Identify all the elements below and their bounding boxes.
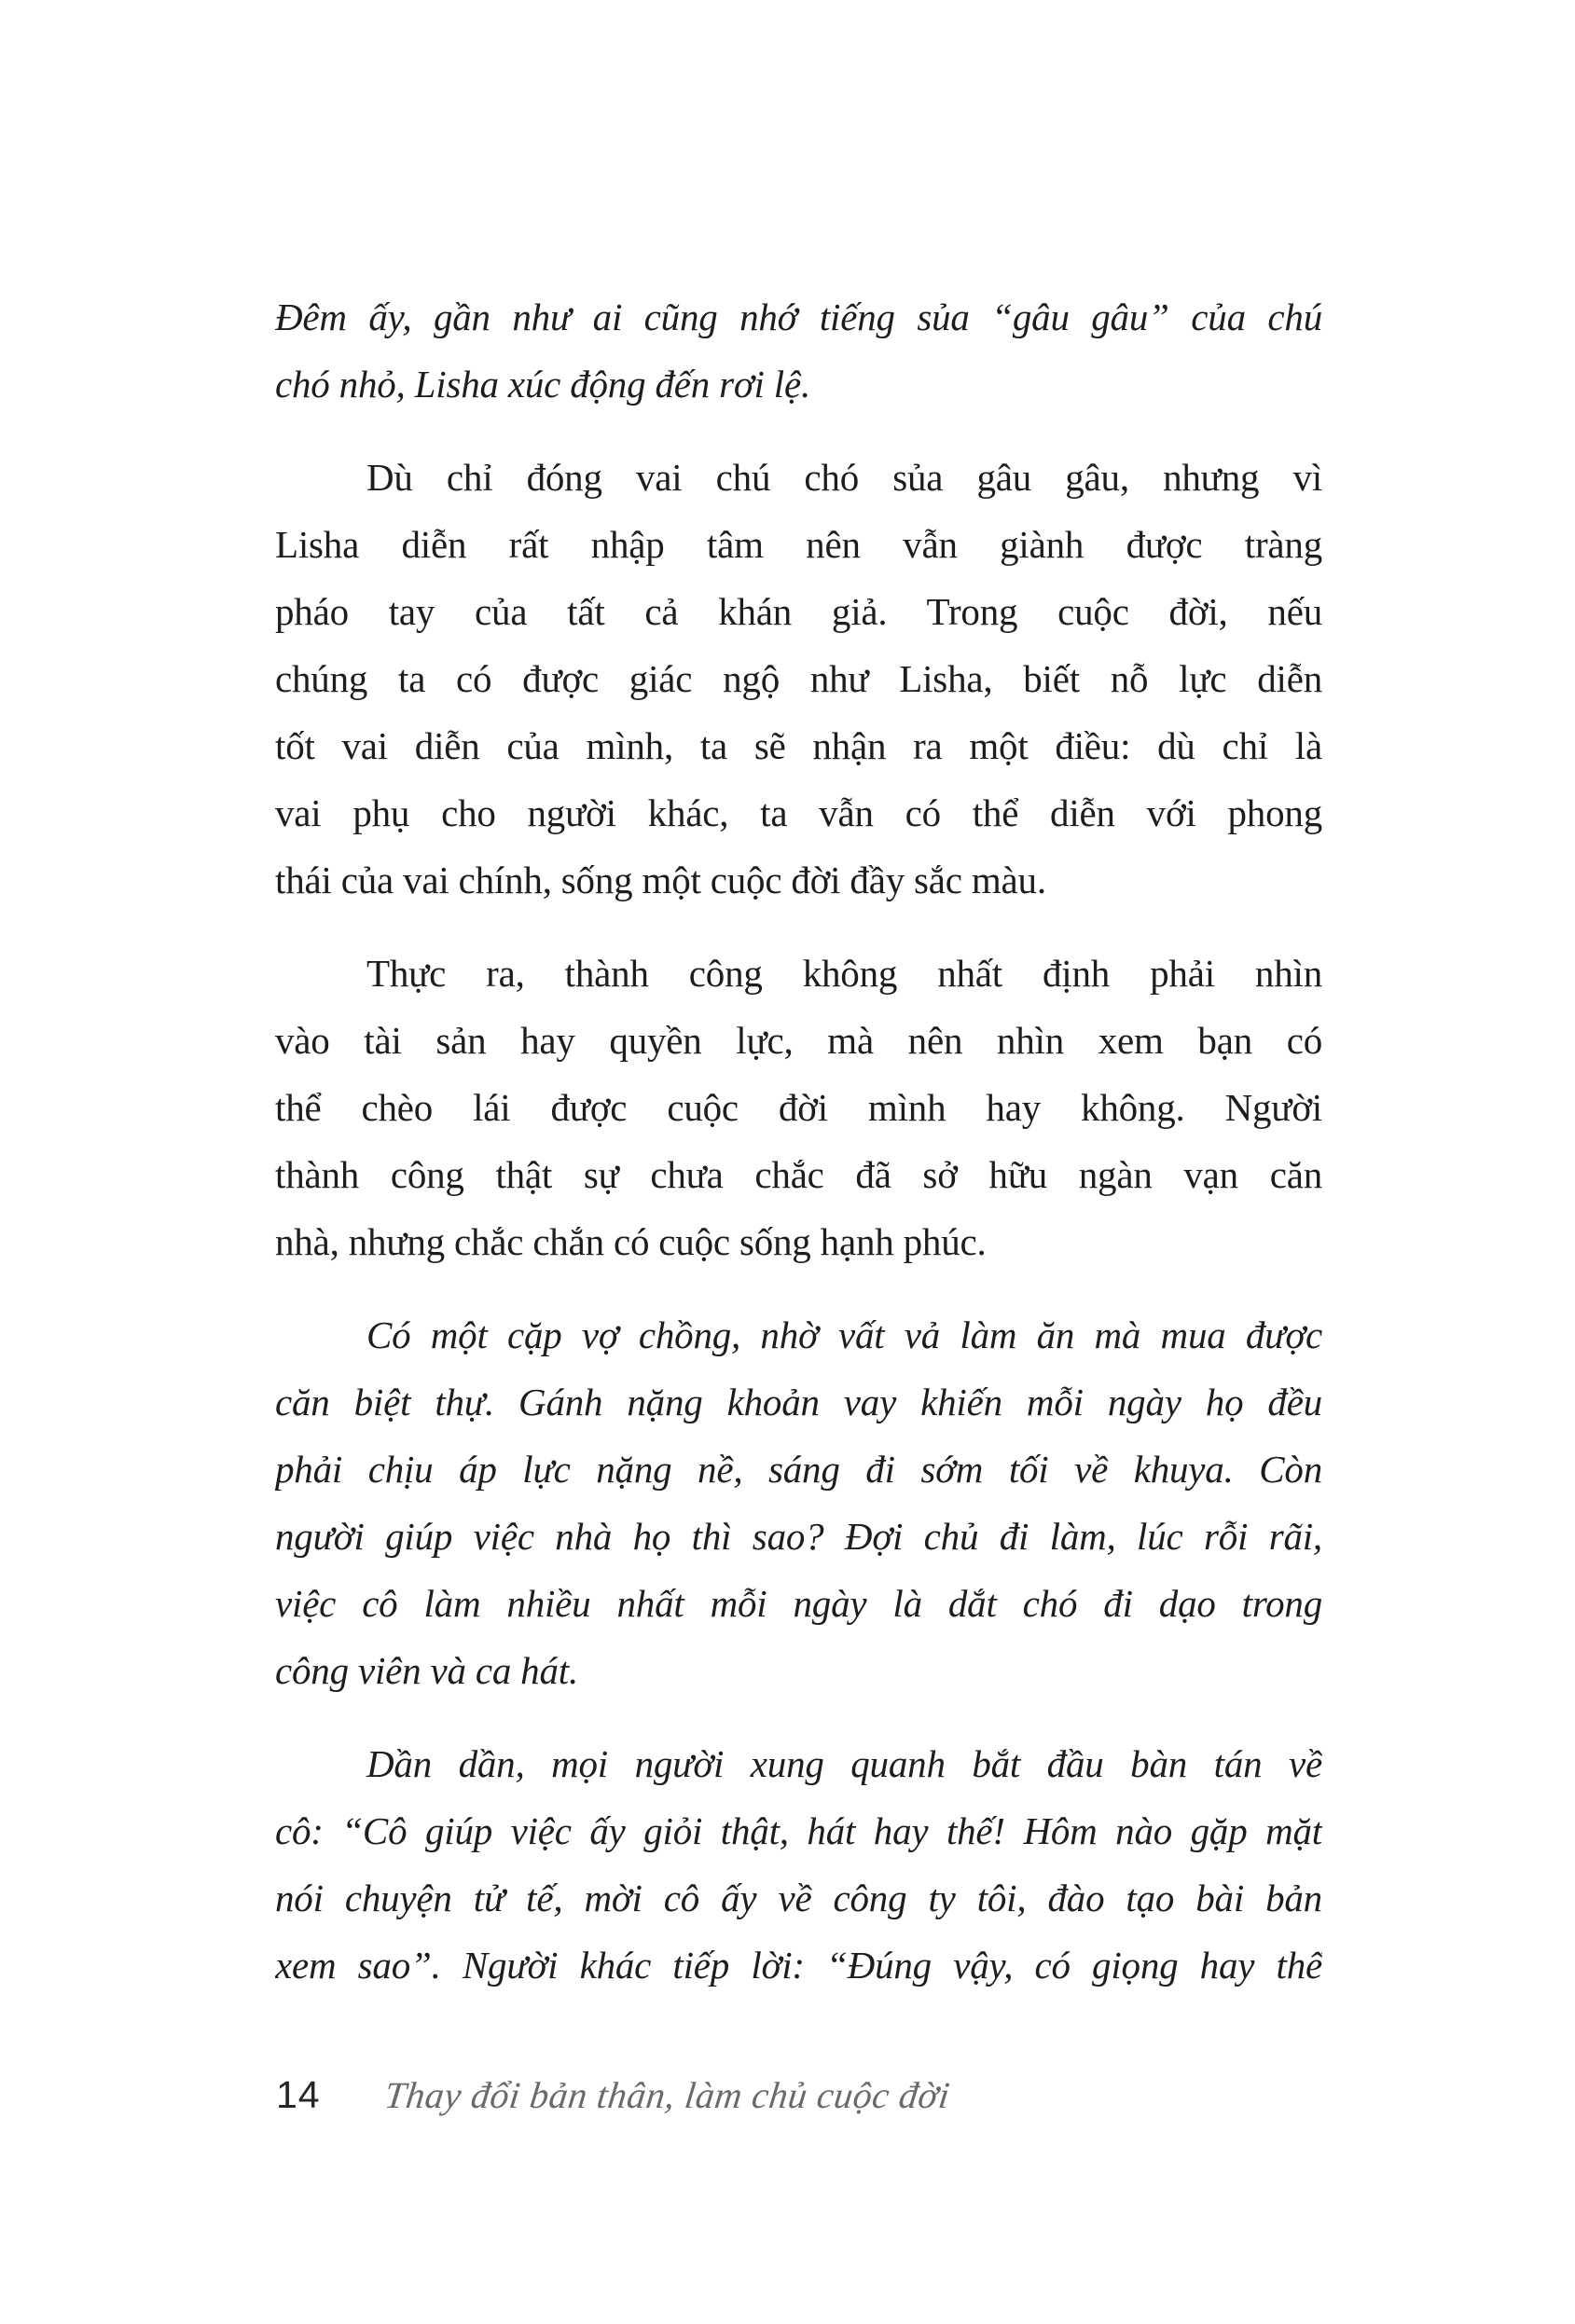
- running-title: Thay đổi bản thân, làm chủ cuộc đời: [381, 2074, 952, 2116]
- paragraph: [275, 444, 1322, 914]
- text-line: pháo tay của tất cả khán giả. Trong cuộc đời, nếu: [275, 590, 1322, 633]
- text-line: cô: “Cô giúp việc ấy giỏi thật, hát hay thế! Hôm nào gặp mặt: [275, 1809, 1322, 1852]
- text-line: công viên và ca hát.: [275, 1649, 579, 1692]
- text-line: vào tài sản hay quyền lực, mà nên nhìn xem bạn có: [275, 1019, 1322, 1062]
- page-text: [275, 283, 1322, 1999]
- text-line: thể chèo lái được cuộc đời mình hay không. Người: [275, 1086, 1322, 1129]
- text-line: chúng ta có được giác ngộ như Lisha, biết nỗ lực diễn: [275, 657, 1322, 700]
- text-line: Có một cặp vợ chồng, nhờ vất vả làm ăn mà mua được: [366, 1313, 1322, 1356]
- text-line: vai phụ cho người khác, ta vẫn có thể diễn với phong: [275, 791, 1322, 834]
- paragraph: [275, 940, 1322, 1275]
- text-line: Lisha diễn rất nhập tâm nên vẫn giành được tràng: [275, 523, 1322, 566]
- text-line: thái của vai chính, sống một cuộc đời đầy sắc màu.: [275, 859, 1046, 901]
- text-line: phải chịu áp lực nặng nề, sáng đi sớm tối về khuya. Còn: [275, 1448, 1322, 1491]
- text-line: tốt vai diễn của mình, ta sẽ nhận ra một điều: dù chỉ là: [275, 724, 1322, 767]
- text-line: người giúp việc nhà họ thì sao? Đợi chủ đi làm, lúc rỗi rãi,: [275, 1515, 1322, 1558]
- paragraph: [275, 283, 1322, 418]
- text-line: nói chuyện tử tế, mời cô ấy về công ty tôi, đào tạo bài bản: [275, 1877, 1322, 1919]
- text-line: Đêm ấy, gần như ai cũng nhớ tiếng sủa “gâu gâu” của chú: [275, 296, 1322, 338]
- page-footer: [276, 2073, 952, 2117]
- paragraph: [275, 1301, 1322, 1704]
- text-line: Thực ra, thành công không nhất định phải nhìn: [366, 952, 1322, 995]
- text-line: thành công thật sự chưa chắc đã sở hữu ngàn vạn căn: [275, 1153, 1322, 1196]
- paragraph: [275, 1730, 1322, 1999]
- text-line: xem sao”. Người khác tiếp lời: “Đúng vậy, có giọng hay thế: [275, 1944, 1322, 1987]
- text-line: việc cô làm nhiều nhất mỗi ngày là dắt chó đi dạo trong: [275, 1582, 1322, 1625]
- text-line: Dần dần, mọi người xung quanh bắt đầu bàn tán về: [366, 1742, 1322, 1785]
- page-number: 14: [276, 2073, 321, 2116]
- text-line: chó nhỏ, Lisha xúc động đến rơi lệ.: [275, 363, 811, 406]
- text-line: Dù chỉ đóng vai chú chó sủa gâu gâu, nhưng vì: [366, 456, 1322, 499]
- text-line: nhà, nhưng chắc chắn có cuộc sống hạnh phúc.: [275, 1220, 987, 1263]
- text-line: căn biệt thự. Gánh nặng khoản vay khiến mỗi ngày họ đều: [275, 1381, 1322, 1423]
